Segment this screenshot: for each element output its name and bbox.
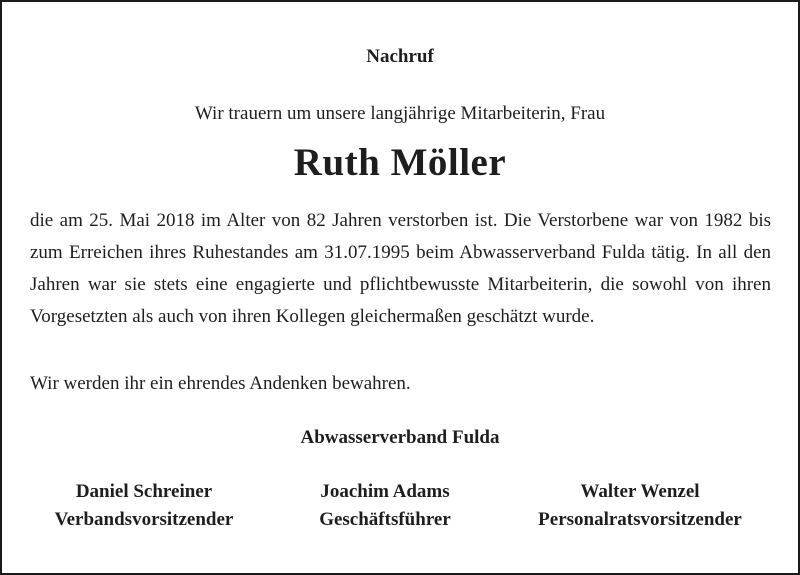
deceased-name: Ruth Möller bbox=[293, 141, 507, 184]
signatory-name: Joachim Adams bbox=[320, 481, 450, 502]
signatory-2 bbox=[255, 478, 515, 534]
signatory-role: Verbandsvorsitzender bbox=[54, 509, 234, 530]
signatory-3 bbox=[505, 478, 775, 534]
signatory-1 bbox=[14, 478, 274, 534]
signatory-role: Personalratsvorsitzender bbox=[538, 509, 742, 530]
obituary-body: die am 25. Mai 2018 im Alter von 82 Jahren verstorben ist. Die Verstorbene war von 1982 bis zum Erreichen ihres Ruhestandes am 31.07.1995 beim Abwasserverband Fulda tätig. In all den Jahren war sie stets eine engagierte und pflichtbewusste Mitarbeiterin, die sowohl von ihren Vorgesetzten als auch von ihren Kollegen gleichermaßen geschätzt wurde. bbox=[30, 210, 771, 327]
signatory-role: Geschäftsführer bbox=[319, 509, 451, 530]
organization-name: Abwasserverband Fulda bbox=[300, 427, 500, 448]
notice-heading: Nachruf bbox=[366, 46, 434, 67]
signatory-name: Daniel Schreiner bbox=[75, 481, 213, 502]
intro-line: Wir trauern um unsere langjährige Mitarbeiterin, Frau bbox=[194, 103, 606, 124]
signatory-name: Walter Wenzel bbox=[580, 481, 700, 502]
closing-line: Wir werden ihr ein ehrendes Andenken bewahren. bbox=[30, 373, 411, 394]
